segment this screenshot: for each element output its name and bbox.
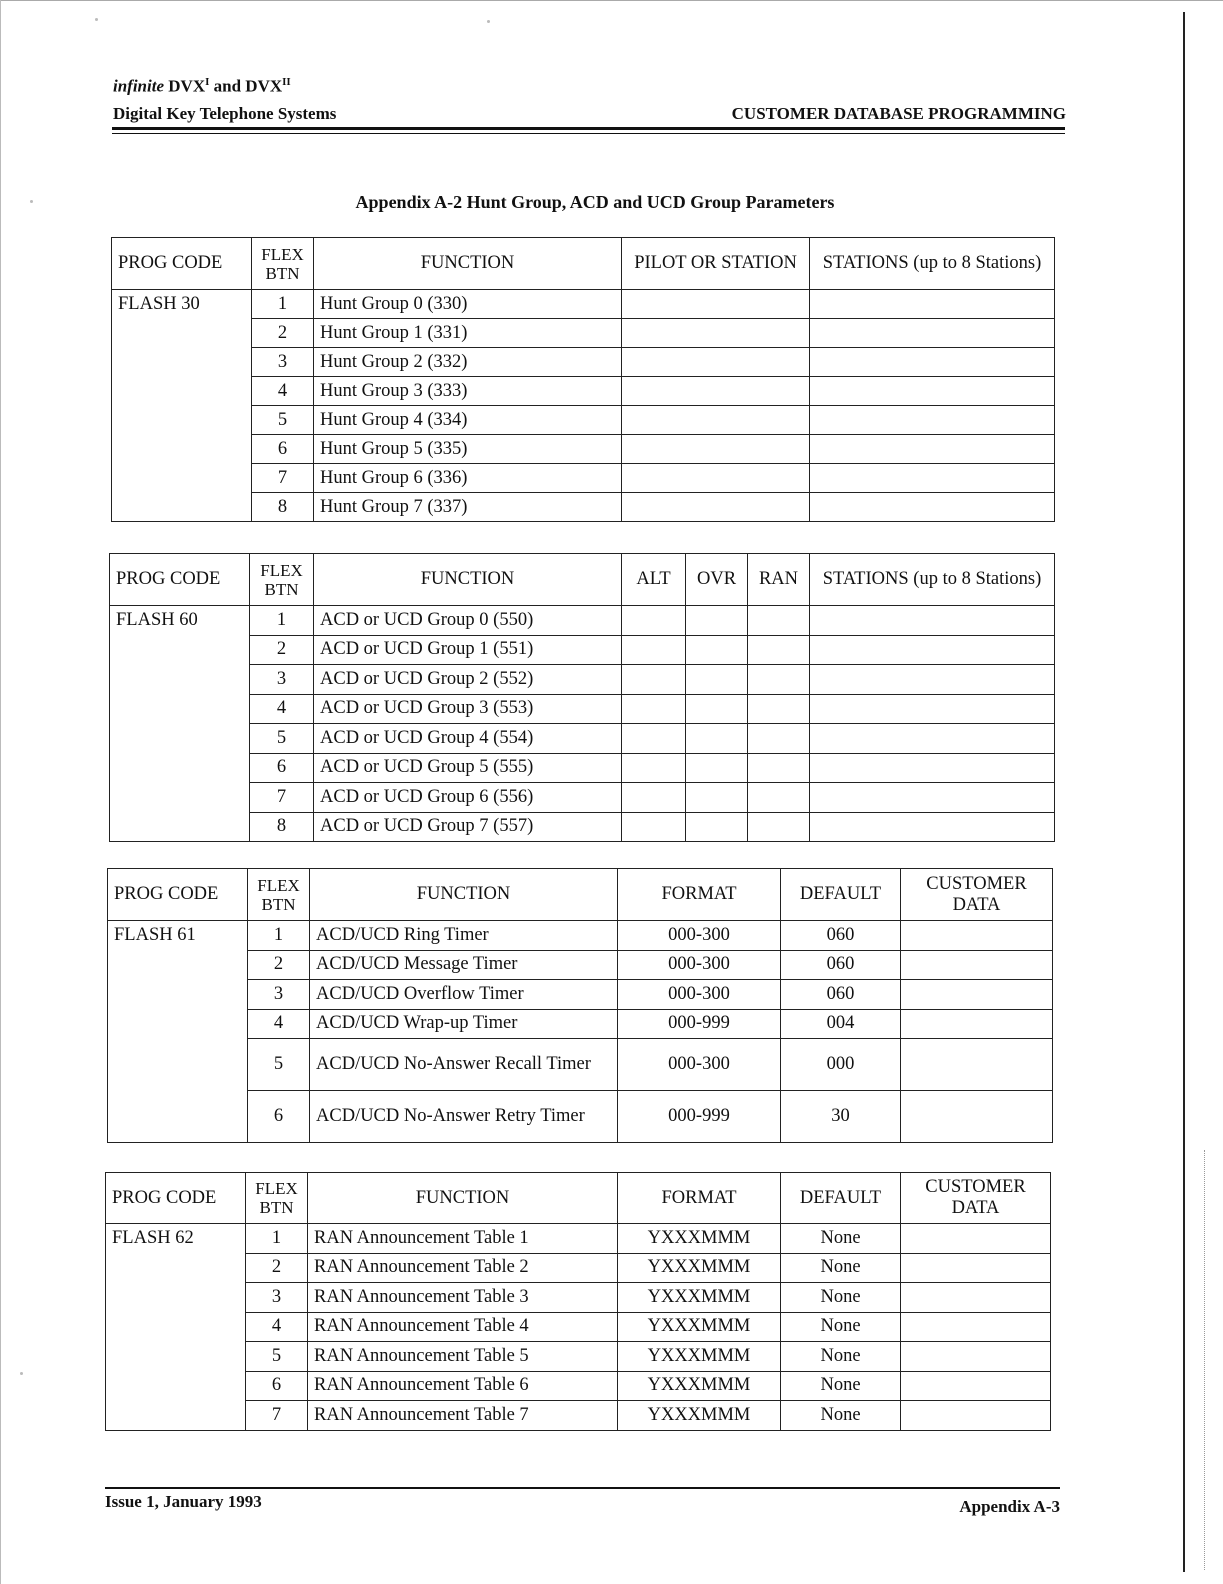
table-row	[108, 1091, 1053, 1143]
col-flex-btn: FLEX BTN	[252, 238, 314, 290]
pilot-station-input[interactable]	[622, 464, 810, 493]
function-cell: Hunt Group 1 (331)	[314, 319, 622, 348]
flex-btn-cell: 7	[246, 1401, 308, 1431]
col-prog-code: PROG CODE	[106, 1173, 246, 1224]
product-sup-2: II	[282, 76, 291, 88]
default-cell: 004	[781, 1009, 901, 1039]
customer-data-input[interactable]	[901, 1009, 1053, 1039]
flex-btn-cell: 6	[246, 1371, 308, 1401]
default-cell: 060	[781, 921, 901, 951]
default-cell: 060	[781, 980, 901, 1010]
col-customer-data: CUSTOMER DATA	[901, 869, 1053, 921]
function-cell: ACD or UCD Group 3 (553)	[314, 694, 622, 724]
default-cell: None	[781, 1312, 901, 1342]
document-subtitle: Digital Key Telephone Systems	[113, 104, 337, 123]
col-format: FORMAT	[618, 869, 781, 921]
default-cell: 000	[781, 1039, 901, 1091]
section-title: CUSTOMER DATABASE PROGRAMMING	[731, 104, 1066, 123]
flex-btn-cell: 5	[250, 724, 314, 754]
hunt-group-table	[111, 237, 1055, 522]
customer-data-input[interactable]	[901, 1224, 1051, 1254]
format-cell: YXXXMMM	[618, 1253, 781, 1283]
ran-input[interactable]	[748, 783, 810, 813]
ran-input[interactable]	[748, 606, 810, 636]
default-cell: None	[781, 1371, 901, 1401]
table-row	[112, 377, 1055, 406]
table-row	[106, 1253, 1051, 1283]
col-flex-btn: FLEX BTN	[246, 1173, 308, 1224]
format-cell: YXXXMMM	[618, 1312, 781, 1342]
ovr-input[interactable]	[686, 694, 748, 724]
flex-btn-cell: 8	[252, 493, 314, 522]
ran-announcement-table	[105, 1172, 1051, 1431]
flex-btn-cell: 1	[248, 921, 310, 951]
ran-input[interactable]	[748, 635, 810, 665]
table-row	[106, 1312, 1051, 1342]
flex-btn-cell: 1	[252, 290, 314, 319]
prog-code-cell: FLASH 30	[112, 290, 252, 522]
table-row	[110, 635, 1055, 665]
table-row	[112, 290, 1055, 319]
function-cell: Hunt Group 2 (332)	[314, 348, 622, 377]
function-cell: RAN Announcement Table 1	[308, 1224, 618, 1254]
table-row	[112, 406, 1055, 435]
scan-speck	[95, 18, 98, 21]
function-cell: RAN Announcement Table 3	[308, 1283, 618, 1313]
format-cell: 000-999	[618, 1091, 781, 1143]
alt-input[interactable]	[622, 606, 686, 636]
function-cell: ACD/UCD Wrap-up Timer	[310, 1009, 618, 1039]
flex-btn-cell: 3	[252, 348, 314, 377]
customer-data-input[interactable]	[901, 980, 1053, 1010]
table-row	[106, 1224, 1051, 1254]
stations-input[interactable]	[810, 464, 1055, 493]
stations-input[interactable]	[810, 724, 1055, 754]
pilot-station-input[interactable]	[622, 406, 810, 435]
flex-btn-cell: 2	[250, 635, 314, 665]
function-cell: ACD/UCD No-Answer Recall Timer	[310, 1039, 618, 1091]
page-left-edge	[0, 0, 1, 1584]
stations-input[interactable]	[810, 753, 1055, 783]
customer-data-input[interactable]	[901, 1401, 1051, 1431]
flex-btn-cell: 1	[246, 1224, 308, 1254]
function-cell: RAN Announcement Table 4	[308, 1312, 618, 1342]
scan-dotted-line	[1204, 1150, 1205, 1570]
flex-btn-cell: 3	[246, 1283, 308, 1313]
function-cell: ACD or UCD Group 1 (551)	[314, 635, 622, 665]
table-row	[108, 921, 1053, 951]
function-cell: RAN Announcement Table 7	[308, 1401, 618, 1431]
col-pilot-station: PILOT OR STATION	[622, 238, 810, 290]
customer-data-input[interactable]	[901, 1283, 1051, 1313]
customer-data-input[interactable]	[901, 1342, 1051, 1372]
ovr-input[interactable]	[686, 665, 748, 695]
customer-data-input[interactable]	[901, 1039, 1053, 1091]
ovr-input[interactable]	[686, 724, 748, 754]
stations-input[interactable]	[810, 665, 1055, 695]
page-top-edge	[0, 0, 1223, 1]
pilot-station-input[interactable]	[622, 348, 810, 377]
prog-code-cell: FLASH 61	[108, 921, 248, 1143]
scan-speck	[20, 1372, 23, 1375]
flex-btn-cell: 4	[252, 377, 314, 406]
ovr-input[interactable]	[686, 606, 748, 636]
function-cell: Hunt Group 3 (333)	[314, 377, 622, 406]
table-row	[108, 980, 1053, 1010]
table-header-row	[112, 238, 1055, 290]
alt-input[interactable]	[622, 783, 686, 813]
stations-input[interactable]	[810, 783, 1055, 813]
default-cell: None	[781, 1283, 901, 1313]
prog-code-cell: FLASH 62	[106, 1224, 246, 1431]
format-cell: YXXXMMM	[618, 1371, 781, 1401]
stations-input[interactable]	[810, 319, 1055, 348]
alt-input[interactable]	[622, 635, 686, 665]
alt-input[interactable]	[622, 694, 686, 724]
function-cell: ACD or UCD Group 4 (554)	[314, 724, 622, 754]
ovr-input[interactable]	[686, 783, 748, 813]
table-row	[112, 464, 1055, 493]
default-cell: 30	[781, 1091, 901, 1143]
format-cell: YXXXMMM	[618, 1401, 781, 1431]
col-function: FUNCTION	[314, 238, 622, 290]
product-sup-1: I	[205, 76, 210, 88]
table-row	[108, 1039, 1053, 1091]
flex-btn-cell: 6	[248, 1091, 310, 1143]
function-cell: ACD or UCD Group 5 (555)	[314, 753, 622, 783]
customer-data-input[interactable]	[901, 921, 1053, 951]
function-cell: Hunt Group 6 (336)	[314, 464, 622, 493]
alt-input[interactable]	[622, 753, 686, 783]
function-cell: Hunt Group 7 (337)	[314, 493, 622, 522]
scan-binding-line	[1183, 12, 1185, 1572]
col-ran: RAN	[748, 554, 810, 606]
col-prog-code: PROG CODE	[112, 238, 252, 290]
product-dvx: DVX	[168, 76, 206, 96]
format-cell: 000-300	[618, 950, 781, 980]
function-cell: RAN Announcement Table 5	[308, 1342, 618, 1372]
col-prog-code: PROG CODE	[108, 869, 248, 921]
ran-input[interactable]	[748, 724, 810, 754]
acd-ucd-group-table	[109, 553, 1055, 842]
ran-input[interactable]	[748, 694, 810, 724]
function-cell: RAN Announcement Table 2	[308, 1253, 618, 1283]
table-header-row	[108, 869, 1053, 921]
flex-btn-cell: 3	[248, 980, 310, 1010]
function-cell: ACD or UCD Group 7 (557)	[314, 812, 622, 842]
flex-btn-cell: 2	[248, 950, 310, 980]
flex-btn-cell: 6	[252, 435, 314, 464]
format-cell: 000-999	[618, 1009, 781, 1039]
acd-ucd-timers-table	[107, 868, 1053, 1143]
table-row	[110, 665, 1055, 695]
customer-data-input[interactable]	[901, 950, 1053, 980]
customer-data-input[interactable]	[901, 1091, 1053, 1143]
table-header-row	[110, 554, 1055, 606]
flex-btn-cell: 2	[252, 319, 314, 348]
default-cell: None	[781, 1342, 901, 1372]
format-cell: YXXXMMM	[618, 1342, 781, 1372]
col-function: FUNCTION	[314, 554, 622, 606]
function-cell: ACD/UCD Overflow Timer	[310, 980, 618, 1010]
table-row	[108, 950, 1053, 980]
default-cell: None	[781, 1401, 901, 1431]
table-row	[106, 1401, 1051, 1431]
stations-input[interactable]	[810, 493, 1055, 522]
flex-btn-cell: 5	[252, 406, 314, 435]
col-default: DEFAULT	[781, 1173, 901, 1224]
table-row	[110, 783, 1055, 813]
table-row	[110, 753, 1055, 783]
table-row	[112, 319, 1055, 348]
format-cell: YXXXMMM	[618, 1283, 781, 1313]
stations-input[interactable]	[810, 348, 1055, 377]
table-row	[110, 724, 1055, 754]
flex-btn-cell: 8	[250, 812, 314, 842]
function-cell: ACD or UCD Group 6 (556)	[314, 783, 622, 813]
table-row	[110, 606, 1055, 636]
ran-input[interactable]	[748, 665, 810, 695]
pilot-station-input[interactable]	[622, 319, 810, 348]
col-function: FUNCTION	[310, 869, 618, 921]
function-cell: ACD/UCD Message Timer	[310, 950, 618, 980]
function-cell: Hunt Group 0 (330)	[314, 290, 622, 319]
stations-input[interactable]	[810, 694, 1055, 724]
ovr-input[interactable]	[686, 812, 748, 842]
stations-input[interactable]	[810, 435, 1055, 464]
ran-input[interactable]	[748, 812, 810, 842]
format-cell: 000-300	[618, 921, 781, 951]
default-cell: None	[781, 1253, 901, 1283]
flex-btn-cell: 2	[246, 1253, 308, 1283]
table-row	[110, 812, 1055, 842]
customer-data-input[interactable]	[901, 1371, 1051, 1401]
pilot-station-input[interactable]	[622, 377, 810, 406]
flex-btn-cell: 1	[250, 606, 314, 636]
table-row	[106, 1342, 1051, 1372]
function-cell: RAN Announcement Table 6	[308, 1371, 618, 1401]
col-flex-btn: FLEX BTN	[250, 554, 314, 606]
table-row	[110, 694, 1055, 724]
stations-input[interactable]	[810, 406, 1055, 435]
pilot-station-input[interactable]	[622, 493, 810, 522]
col-ovr: OVR	[686, 554, 748, 606]
col-stations: STATIONS (up to 8 Stations)	[810, 238, 1055, 290]
alt-input[interactable]	[622, 812, 686, 842]
ovr-input[interactable]	[686, 753, 748, 783]
table-row	[108, 1009, 1053, 1039]
header-rule-thin	[112, 133, 1065, 134]
table-row	[112, 435, 1055, 464]
ovr-input[interactable]	[686, 635, 748, 665]
format-cell: 000-300	[618, 1039, 781, 1091]
table-row	[106, 1283, 1051, 1313]
footer-rule	[105, 1487, 1060, 1489]
flex-btn-cell: 7	[250, 783, 314, 813]
product-and-dvx: and DVX	[213, 76, 283, 96]
footer-page-number: Appendix A-3	[959, 1497, 1060, 1516]
function-cell: Hunt Group 4 (334)	[314, 406, 622, 435]
product-name-italic: infinite	[113, 76, 165, 96]
scan-speck	[487, 20, 490, 23]
flex-btn-cell: 4	[246, 1312, 308, 1342]
function-cell: Hunt Group 5 (335)	[314, 435, 622, 464]
flex-btn-cell: 6	[250, 753, 314, 783]
col-function: FUNCTION	[308, 1173, 618, 1224]
default-cell: None	[781, 1224, 901, 1254]
function-cell: ACD/UCD Ring Timer	[310, 921, 618, 951]
flex-btn-cell: 5	[246, 1342, 308, 1372]
stations-input[interactable]	[810, 606, 1055, 636]
flex-btn-cell: 5	[248, 1039, 310, 1091]
customer-data-input[interactable]	[901, 1253, 1051, 1283]
col-format: FORMAT	[618, 1173, 781, 1224]
function-cell: ACD or UCD Group 0 (550)	[314, 606, 622, 636]
col-customer-data: CUSTOMER DATA	[901, 1173, 1051, 1224]
function-cell: ACD or UCD Group 2 (552)	[314, 665, 622, 695]
format-cell: YXXXMMM	[618, 1224, 781, 1254]
footer-issue: Issue 1, January 1993	[105, 1492, 262, 1511]
pilot-station-input[interactable]	[622, 435, 810, 464]
col-default: DEFAULT	[781, 869, 901, 921]
prog-code-cell: FLASH 60	[110, 606, 250, 842]
flex-btn-cell: 7	[252, 464, 314, 493]
table-header-row	[106, 1173, 1051, 1224]
flex-btn-cell: 4	[248, 1009, 310, 1039]
table-row	[112, 348, 1055, 377]
col-flex-btn: FLEX BTN	[248, 869, 310, 921]
default-cell: 060	[781, 950, 901, 980]
col-stations: STATIONS (up to 8 Stations)	[810, 554, 1055, 606]
function-cell: ACD/UCD No-Answer Retry Timer	[310, 1091, 618, 1143]
stations-input[interactable]	[810, 635, 1055, 665]
table-row	[106, 1371, 1051, 1401]
col-alt: ALT	[622, 554, 686, 606]
ran-input[interactable]	[748, 753, 810, 783]
flex-btn-cell: 3	[250, 665, 314, 695]
col-prog-code: PROG CODE	[110, 554, 250, 606]
stations-input[interactable]	[810, 377, 1055, 406]
table-row	[112, 493, 1055, 522]
appendix-title: Appendix A-2 Hunt Group, ACD and UCD Group Parameters	[355, 192, 835, 212]
stations-input[interactable]	[810, 812, 1055, 842]
flex-btn-cell: 4	[250, 694, 314, 724]
document-product-title	[113, 76, 291, 97]
stations-input[interactable]	[810, 290, 1055, 319]
pilot-station-input[interactable]	[622, 290, 810, 319]
format-cell: 000-300	[618, 980, 781, 1010]
header-rule-thick	[112, 127, 1065, 130]
alt-input[interactable]	[622, 665, 686, 695]
customer-data-input[interactable]	[901, 1312, 1051, 1342]
alt-input[interactable]	[622, 724, 686, 754]
